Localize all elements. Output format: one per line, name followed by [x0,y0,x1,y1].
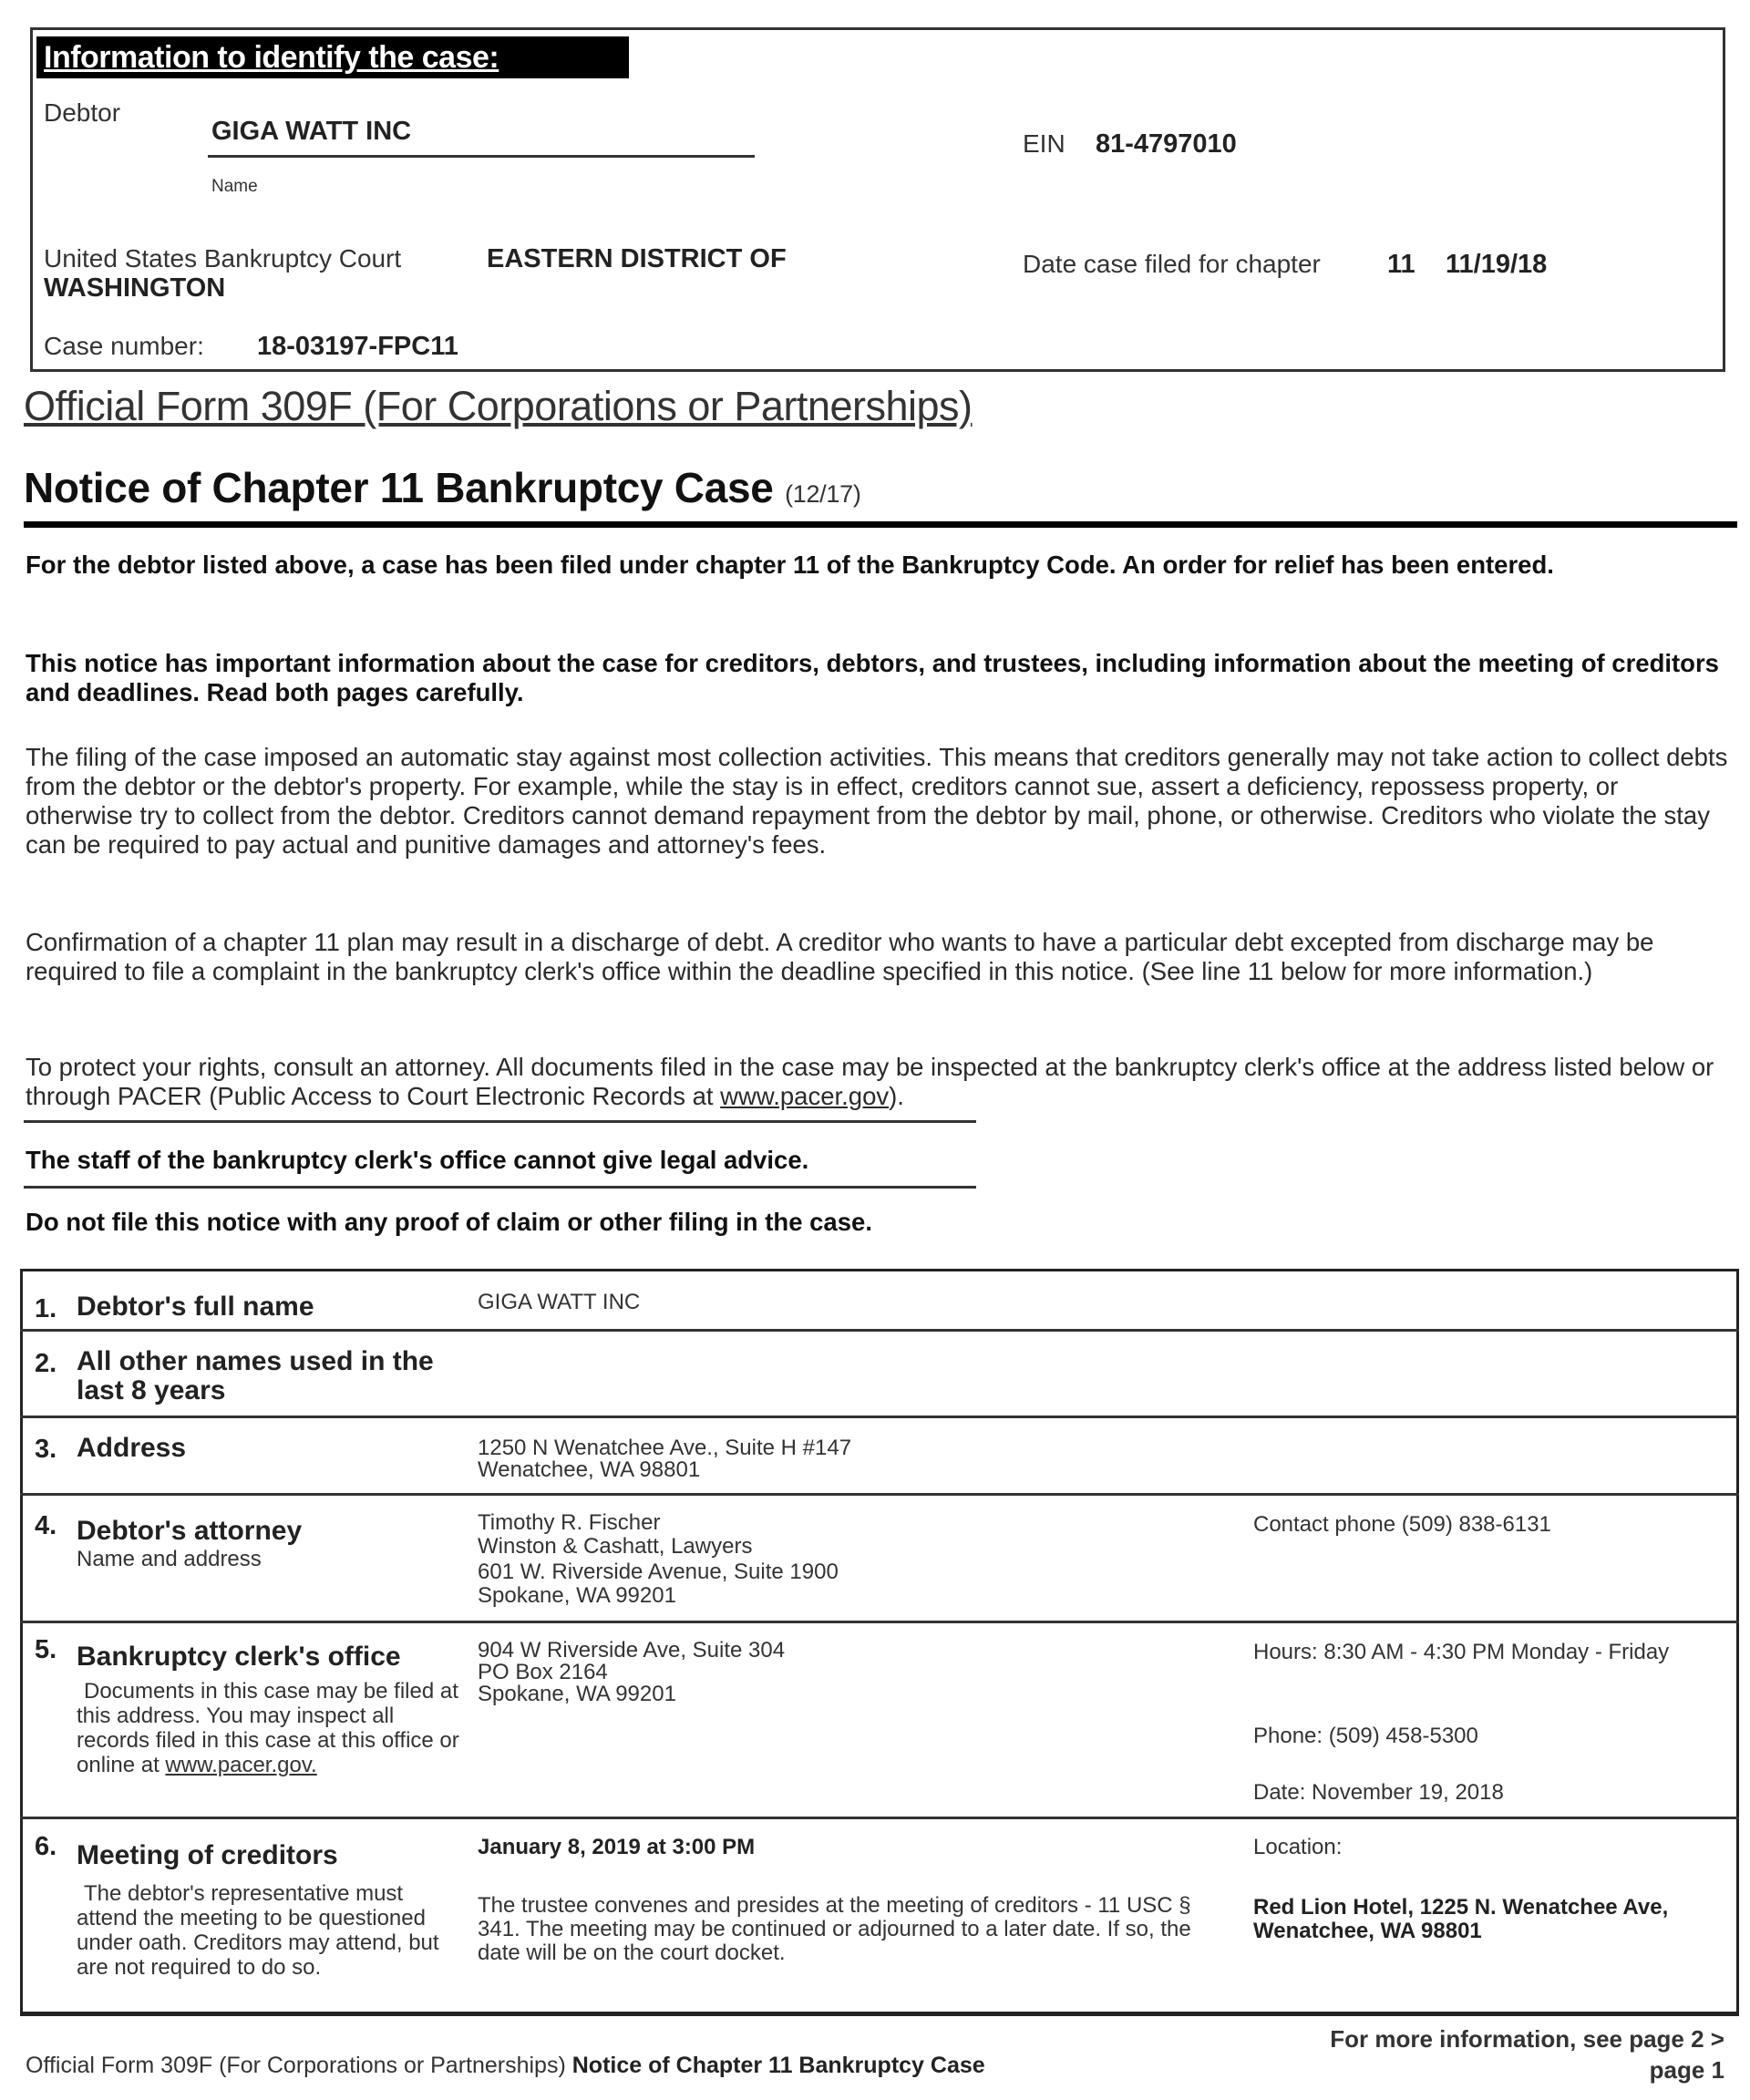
footer-form-ref [26,2053,985,2079]
meeting-location-label: Location: [1253,1835,1343,1859]
case-number-label: Case number: [44,332,204,360]
debtor-label: Debtor [44,98,121,127]
row-divider [20,1415,1739,1418]
row-6-sublabel: The debtor's representative must attend the meeting to be questioned under oath. Creditors may attend, but are not required to do so. [77,1881,439,1980]
row-5-sublabel [77,1679,464,1777]
paragraph-protect-rights [26,1053,1730,1111]
meeting-description: The trustee convenes and presides at the meeting of creditors - 11 USC § 341. The meeting may be continued or adjourned to a later date. If so, the date will be on the court docket. [478,1893,1191,1965]
date-filed-label: Date case filed for chapter [1023,250,1321,278]
paragraph-do-not-file: Do not file this notice with any proof of claim or other filing in the case. [26,1208,872,1236]
row-3-number: 3. [35,1435,57,1464]
ein-label: EIN [1023,129,1065,158]
paragraph-important-info: This notice has important information about the case for creditors, debtors, and trustees, including information about the meeting of creditors and deadlines. Read both pages carefully. [26,649,1719,706]
rule-below-advice [24,1186,976,1189]
row-3-address-line2: Wenatchee, WA 98801 [478,1457,701,1482]
row-4-sublabel: Name and address [77,1547,262,1571]
clerk-po-box: PO Box 2164 [478,1660,608,1684]
row-3-label: Address [77,1433,187,1463]
paragraph-no-legal-advice: The staff of the bankruptcy clerk's office cannot give legal advice. [26,1146,809,1174]
clerk-street: 904 W Riverside Ave, Suite 304 [478,1638,786,1662]
rule-above-advice [24,1120,976,1123]
meeting-date: January 8, 2019 at 3:00 PM [478,1835,756,1859]
row-6-label: Meeting of creditors [77,1840,338,1870]
paragraph-case-filed: For the debtor listed above, a case has been filed under chapter 11 of the Bankruptcy Code. An order for relief has been entered. [26,551,1554,579]
row-3-address-line1: 1250 N Wenatchee Ave., Suite H #147 [478,1436,852,1460]
more-info-link[interactable]: For more information, see page 2 > [1330,2025,1724,2053]
row-1-value: GIGA WATT INC [478,1290,641,1314]
attorney-contact-phone: Contact phone (509) 838-6131 [1253,1512,1551,1537]
row-2-number: 2. [35,1349,57,1378]
row-2-label: All other names used in the last 8 years [77,1346,434,1405]
footer-form-name: Official Form 309F (For Corporations or Partnerships) [26,2053,566,2078]
attorney-firm: Winston & Cashatt, Lawyers [478,1534,753,1559]
clerk-date: Date: November 19, 2018 [1253,1780,1504,1805]
attorney-city: Spokane, WA 99201 [478,1583,676,1608]
debtor-name-underline [208,155,755,158]
row-divider [20,1329,1739,1332]
chapter-number: 11 [1387,250,1415,279]
paragraph-automatic-stay: The filing of the case imposed an automatic stay against most collection activities. This means that creditors generally may not take action to collect debts from the debtor or the debtor's property. For example, while the stay is in effect, creditors cannot sue, assert a deficiency, repossess property, or otherwise try to collect from the debtor. Creditors cannot demand repayment from the debtor by mail, phone, or otherwise. Creditors who violate the stay can be required to pay actual and punitive damages and attorney's fees. [26,743,1728,859]
clerk-city: Spokane, WA 99201 [478,1682,676,1706]
row-5-sublabel-text: Documents in this case may be filed at this address. You may inspect all records filed in this case at this office or online at [77,1679,459,1777]
ein-value: 81-4797010 [1096,129,1237,159]
row-5-label: Bankruptcy clerk's office [77,1642,401,1672]
page-number: page 1 [1649,2056,1724,2084]
row-1-number: 1. [35,1294,57,1323]
title-rule [24,521,1737,528]
notice-title-text: Notice of Chapter 11 Bankruptcy Case [24,464,774,511]
case-number: 18-03197-FPC11 [257,332,458,361]
name-caption: Name [211,177,258,196]
court-value-line1: EASTERN DISTRICT OF [487,244,787,273]
row-divider [20,1817,1739,1819]
notice-title [24,463,861,512]
row-4-label: Debtor's attorney [77,1516,303,1546]
clerk-phone: Phone: (509) 458-5300 [1253,1724,1478,1748]
form-title: Official Form 309F (For Corporations or Partnerships) [24,383,973,429]
attorney-street: 601 W. Riverside Avenue, Suite 1900 [478,1560,839,1584]
row-divider [20,1621,1739,1623]
row-divider [20,1493,1739,1496]
notice-version: (12/17) [785,480,861,508]
debtor-name: GIGA WATT INC [211,117,412,146]
court-value-line2: WASHINGTON [44,273,226,303]
row-4-number: 4. [35,1511,57,1540]
case-info-title: Information to identify the case: [36,36,629,78]
date-filed: 11/19/18 [1446,250,1548,279]
attorney-name: Timothy R. Fischer [478,1510,661,1535]
protect-rights-text: To protect your rights, consult an attorney. All documents filed in the case may be inspected at the bankruptcy clerk's office at the address listed below or through PACER (Public Access to Court Electronic Records at [26,1053,1714,1110]
row-1-label: Debtor's full name [77,1292,314,1322]
row-5-pacer-link[interactable]: www.pacer.gov. [165,1753,317,1777]
paragraph-discharge: Confirmation of a chapter 11 plan may result in a discharge of debt. A creditor who wants to have a particular debt excepted from discharge may be required to file a complaint in the bankruptcy clerk's office within the deadline specified in this notice. (See line 11 below for more information.) [26,928,1654,985]
row-6-number: 6. [35,1832,57,1861]
footer-form-title: Notice of Chapter 11 Bankruptcy Case [571,2053,985,2078]
case-info-box [30,27,1725,372]
pacer-link[interactable]: www.pacer.gov [720,1082,890,1110]
meeting-location: Red Lion Hotel, 1225 N. Wenatchee Ave, Wenatchee, WA 98801 [1253,1895,1669,1943]
clerk-hours: Hours: 8:30 AM - 4:30 PM Monday - Friday [1253,1640,1670,1664]
row-5-number: 5. [35,1635,57,1664]
protect-rights-end: ). [889,1082,904,1110]
court-label: United States Bankruptcy Court [44,244,402,273]
